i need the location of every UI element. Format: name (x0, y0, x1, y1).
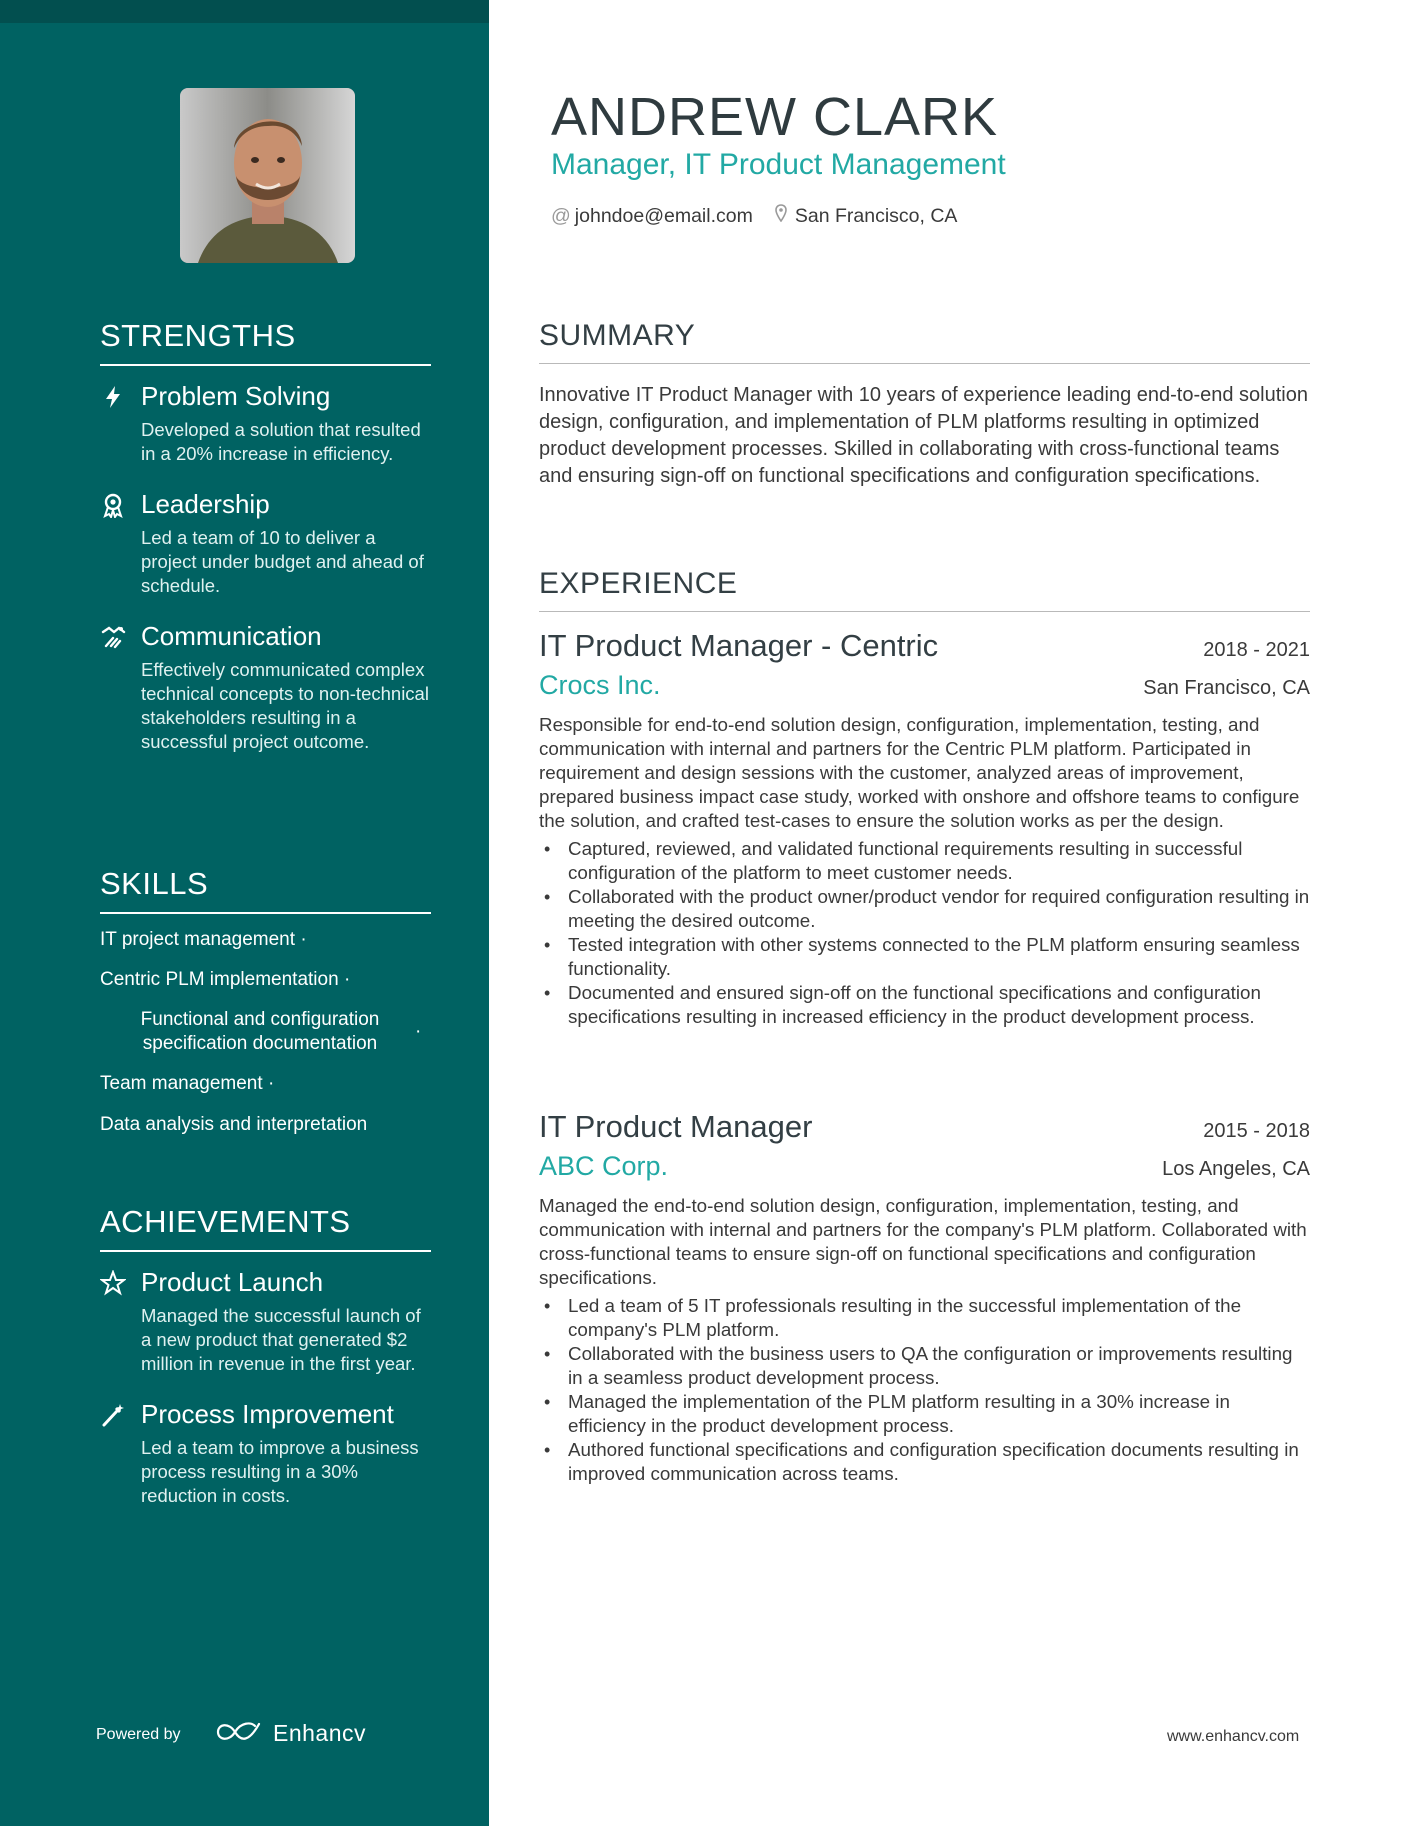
achievement-title: Product Launch (141, 1267, 324, 1297)
list-item: • Captured, reviewed, and validated functional requirements resulting in successful configuration of the platform to meet customer needs. (539, 837, 1310, 885)
email-link[interactable]: johndoe@email.com (574, 204, 753, 227)
strengths-section (100, 318, 431, 754)
list-item: • Collaborated with the business users to QA the configuration or improvements resulting in a seamless product development process. (539, 1342, 1310, 1390)
achievement-item (100, 1398, 431, 1508)
experience-heading: EXPERIENCE (539, 567, 1310, 612)
list-item: • Tested integration with other systems connected to the PLM platform ensuring seamless functionality. (539, 933, 1310, 981)
job-company: ABC Corp. (539, 1151, 669, 1181)
list-item: • Collaborated with the product owner/product vendor for required configuration resulting in meeting the desired outcome. (539, 885, 1310, 933)
job-dates: 2015 - 2018 (1203, 1120, 1310, 1142)
location-text: San Francisco, CA (794, 204, 958, 227)
achievements-section (100, 1204, 431, 1508)
job-entry (539, 628, 1310, 1029)
achievement-description: Led a team to improve a business process resulting in a 30% reduction in costs. (141, 1437, 419, 1506)
skills-heading: SKILLS (100, 866, 431, 914)
star-icon (100, 1270, 126, 1296)
strength-title: Leadership (141, 489, 270, 519)
list-item: • Documented and ensured sign-off on the functional specifications and configuration specifications resulting in increased efficiency in the product development process. (539, 981, 1310, 1029)
job-title: IT Product Manager (539, 1109, 813, 1144)
sidebar (0, 0, 489, 1826)
list-item: • Authored functional specifications and configuration specification documents resulting in improved communication across teams. (539, 1438, 1310, 1486)
summary-heading: SUMMARY (539, 319, 1310, 364)
achievement-item (100, 1266, 431, 1376)
achievements-heading: ACHIEVEMENTS (100, 1204, 431, 1252)
job-location: San Francisco, CA (1143, 677, 1310, 699)
handshake-icon (100, 624, 126, 650)
candidate-role: Manager, IT Product Management (551, 148, 1006, 181)
job-title: IT Product Manager - Centric (539, 628, 939, 663)
at-icon: @ (551, 204, 571, 227)
skill-item: IT project management · (100, 929, 307, 950)
magic-wand-icon (100, 1402, 126, 1428)
powered-by-label: Powered by (96, 1726, 181, 1743)
skill-item: Team management · (100, 1073, 275, 1094)
job-description: Responsible for end-to-end solution design, configuration, implementation, testing, and communication with internal and partners for the Centric PLM platform. Participated in requirement and design sessions with the customer, analyzed areas of improvement, prepared business impact case study, worked with onshore and offshore teams to configure the solution, and crafted test-cases to ensure the solution works as per the design. (539, 714, 1300, 831)
job-dates: 2018 - 2021 (1203, 639, 1310, 661)
contact-line (551, 204, 957, 228)
job-company: Crocs Inc. (539, 670, 661, 700)
job-description: Managed the end-to-end solution design, configuration, implementation, testing, and communication with internal and partners for the company's PLM platform. Collaborated with cross-functional teams to ensure sign-off on functional specifications and configuration specifications. (539, 1195, 1307, 1288)
list-item: • Led a team of 5 IT professionals resulting in the successful implementation of the company's PLM platform. (539, 1294, 1310, 1342)
award-ribbon-icon (100, 492, 126, 518)
strength-item (100, 620, 431, 754)
job-bullets (539, 837, 1310, 1029)
sidebar-top-bar (0, 0, 489, 23)
candidate-name: ANDREW CLARK (551, 87, 999, 147)
profile-photo (180, 88, 355, 263)
job-bullets (539, 1294, 1310, 1486)
strength-title: Communication (141, 621, 322, 651)
strength-item (100, 488, 431, 598)
enhancv-logo-icon[interactable] (215, 1718, 263, 1751)
job-entry (539, 1109, 1310, 1486)
skill-item: Data analysis and interpretation (100, 1114, 368, 1135)
list-item: • Managed the implementation of the PLM platform resulting in a 30% increase in efficiency in the product development process. (539, 1390, 1310, 1438)
job-location: Los Angeles, CA (1162, 1158, 1310, 1180)
achievement-description: Managed the successful launch of a new product that generated $2 million in revenue in the first year. (141, 1305, 421, 1374)
skill-item: Centric PLM implementation · (100, 969, 351, 990)
strength-item (100, 380, 431, 466)
summary-text: Innovative IT Product Manager with 10 years of experience leading end-to-end solution design, configuration, and implementation of PLM platforms resulting in optimized product development processes. Skilled in collaborating with cross-functional teams and ensuring sign-off on functional specifications and configuration specifications. (539, 384, 1308, 487)
strength-title: Problem Solving (141, 381, 331, 411)
enhancv-brand-text[interactable]: Enhancv (273, 1720, 367, 1746)
strength-description: Led a team of 10 to deliver a project under budget and ahead of schedule. (141, 527, 424, 596)
website-link[interactable]: www.enhancv.com (1167, 1728, 1300, 1745)
lightning-icon (100, 384, 126, 410)
strength-description: Effectively communicated complex technical concepts to non-technical stakeholders resulting in a successful project outcome. (141, 659, 429, 752)
strengths-heading: STRENGTHS (100, 318, 431, 366)
strength-description: Developed a solution that resulted in a 20% increase in efficiency. (141, 419, 421, 464)
skill-item: Functional and configuration specification documentation · (140, 1009, 422, 1054)
achievement-title: Process Improvement (141, 1399, 394, 1429)
skills-section (100, 866, 431, 1137)
location-pin-icon (775, 204, 787, 228)
